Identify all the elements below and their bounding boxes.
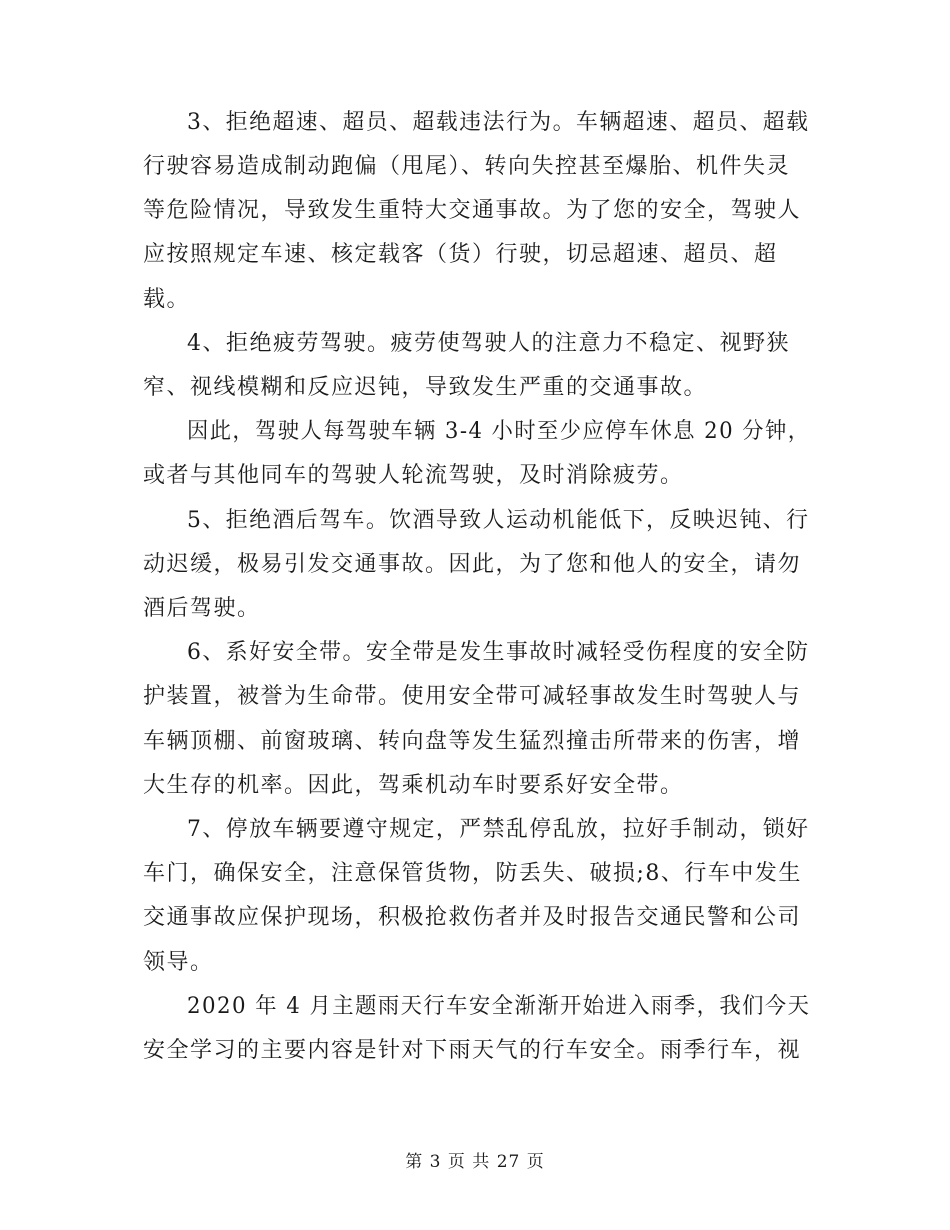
- text-line: 7、停放车辆要遵守规定，严禁乱停乱放，拉好手制动，锁好: [187, 817, 810, 842]
- text-line: 或者与其他同车的驾驶人轮流驾驶，及时消除疲劳。: [143, 463, 684, 488]
- text-line: 4、拒绝疲劳驾驶。疲劳使驾驶人的注意力不稳定、视野狭: [187, 331, 790, 356]
- text-line: 行驶容易造成制动跑偏（甩尾）、转向失控甚至爆胎、机件失灵: [143, 154, 791, 179]
- text-line: 应按照规定车速、核定载客（货）行驶，切忌超速、超员、超: [143, 242, 778, 267]
- text-line: 3、拒绝超速、超员、超载违法行为。车辆超速、超员、超载: [187, 110, 810, 135]
- text-line: 5、拒绝酒后驾车。饮酒导致人运动机能低下，反映迟钝、行: [187, 508, 810, 533]
- text-line: 因此，驾驶人每驾驶车辆 3-4 小时至少应停车休息 20 分钟，: [187, 419, 811, 444]
- text-line: 载。: [143, 287, 191, 312]
- text-line: 动迟缓，极易引发交通事故。因此，为了您和他人的安全，请勿: [143, 552, 802, 577]
- text-line: 交通事故应保护现场，积极抢救伤者并及时报告交通民警和公司: [143, 905, 802, 930]
- text-line: 领导。: [143, 950, 214, 975]
- text-line: 窄、视线模糊和反应迟钝，导致发生严重的交通事故。: [143, 375, 708, 400]
- text-line: 车门，确保安全，注意保管货物，防丢失、破损;8、行车中发生: [143, 861, 802, 886]
- text-line: 6、系好安全带。安全带是发生事故时减轻受伤程度的安全防: [187, 640, 810, 665]
- text-line: 护装置，被誉为生命带。使用安全带可减轻事故发生时驾驶人与: [143, 684, 802, 709]
- text-line: 大生存的机率。因此，驾乘机动车时要系好安全带。: [143, 773, 684, 798]
- text-line: 车辆顶棚、前窗玻璃、转向盘等发生猛烈撞击所带来的伤害，增: [143, 729, 802, 754]
- text-line: 等危险情况，导致发生重特大交通事故。为了您的安全，驾驶人: [143, 198, 802, 223]
- text-line: 酒后驾驶。: [143, 596, 261, 621]
- page-footer: 第 3 页 共 27 页: [405, 1152, 545, 1172]
- text-line: 安全学习的主要内容是针对下雨天气的行车安全。雨季行车，视: [143, 1038, 802, 1063]
- text-line: 2020 年 4 月主题雨天行车安全渐渐开始进入雨季，我们今天: [187, 994, 811, 1019]
